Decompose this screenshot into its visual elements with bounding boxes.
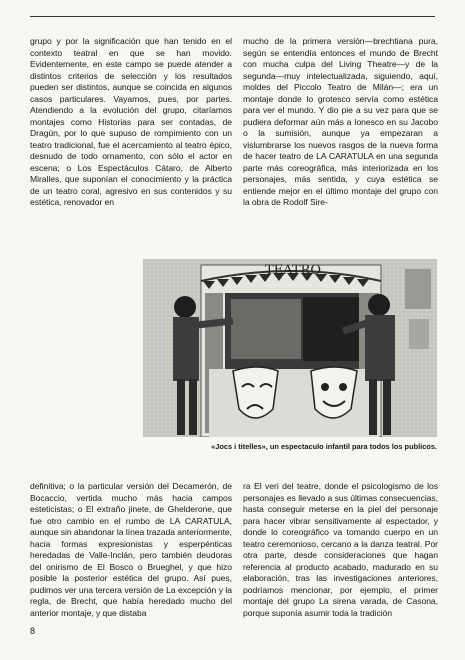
photo-caption: «Jocs i titelles», un espectaculo infantil para todos los publicos. xyxy=(211,442,437,451)
page-number: 8 xyxy=(30,626,36,636)
column-bottom-right xyxy=(243,481,438,619)
column-top-left xyxy=(30,36,232,209)
paragraph: mucho de la primera versión—brechtiana pura, según se entendía entonces el mundo de Brecht con mucha culpa del Living Theatre—y de la segunda—muy intelectualizada, siguiendo, aquí, moldes del Piccolo Teatro de Milán—; era un montaje donde lo grotesco servía como estética para ver el mundo. Y dio pie a su vez para que se pudiera deformar aún más a Ionesco en su Jacobo o la sumisión, aunque ya empezaran a vislumbrarse los nuevos rasgos de la nueva forma de hacer teatro de LA CARATULA en una segunda parte más coreográfica, más interiorizada en los personajes, más sentida, y cuya estética se entiende mejor en el último montaje del grupo con la obra de Rodolf Sire- xyxy=(243,36,438,207)
paragraph: ra El veri del teatre, donde el psicologismo de los personajes es llevado a sus últimas consecuencias, hasta conseguir meterse en la piel del personaje para hacer vibrar sensitivamente al espectador, y donde lo coreográfico va tomando cuerpo en un teatro ceremonioso, cercano a la danza teatral. Por otra parte, desde consideraciones que hagan referencia al producto acabado, madurado en su elaboración, tras las investigaciones anteriores, podríamos mencionar, por ejemplo, el primer montaje del grupo La sirena varada, de Casona, porque suponía asumir toda la tradición xyxy=(243,481,438,618)
paragraph: grupo y por la significación que han tenido en el contexto teatral en que se han movido. Evidentemente, en este campo se puede atender a distintos criterios de selección y los resultados pueden ser distintos, aunque se coincida en algunos casos particulares. Vayamos, pues, por partes. Atendiendo a la evolución del grupo, citaríamos montajes como Historias para ser contadas, de Dragún, por lo que supuso de rompimiento con un teatro tradicional, fue el acercamiento al teatro épico, desnudo de todo ornamento, con sólo el actor en escena; o Los Espectáculos Cátaro, de Alberto Miralles, que suponían el conocimiento y la práctica de un teatro coral, agresivo en sus contenidos y su estética, renovador en xyxy=(30,36,232,207)
column-top-right xyxy=(243,36,438,209)
photo-illustration xyxy=(143,259,437,437)
top-rule xyxy=(30,16,435,17)
paragraph: definitiva; o la particular versión del Decamerón, de Bocaccio, vertida mucho más hacia campos esteticistas; o El extraño jinete, de Ghelderone, que fue otro cambio en el rumbo de LA CARATULA, aunque sin abandonar la línea trazada anteriormente, hacia formas expresionistas y esperpénticas heredadas de Valle-Inclán, pero también deudoras del onirismo de El Bosco o Brueghel, y que hizo posible la posterior estética del grupo. Así pues, pudimos ver una tercera versión de La excepción y la regla, de Brecht, que había heredado mucho del anterior montaje, y que distaba xyxy=(30,481,232,618)
teatro-sign: TEATRO xyxy=(265,263,321,278)
column-bottom-left xyxy=(30,481,232,619)
photo-puppet-show xyxy=(143,259,437,437)
